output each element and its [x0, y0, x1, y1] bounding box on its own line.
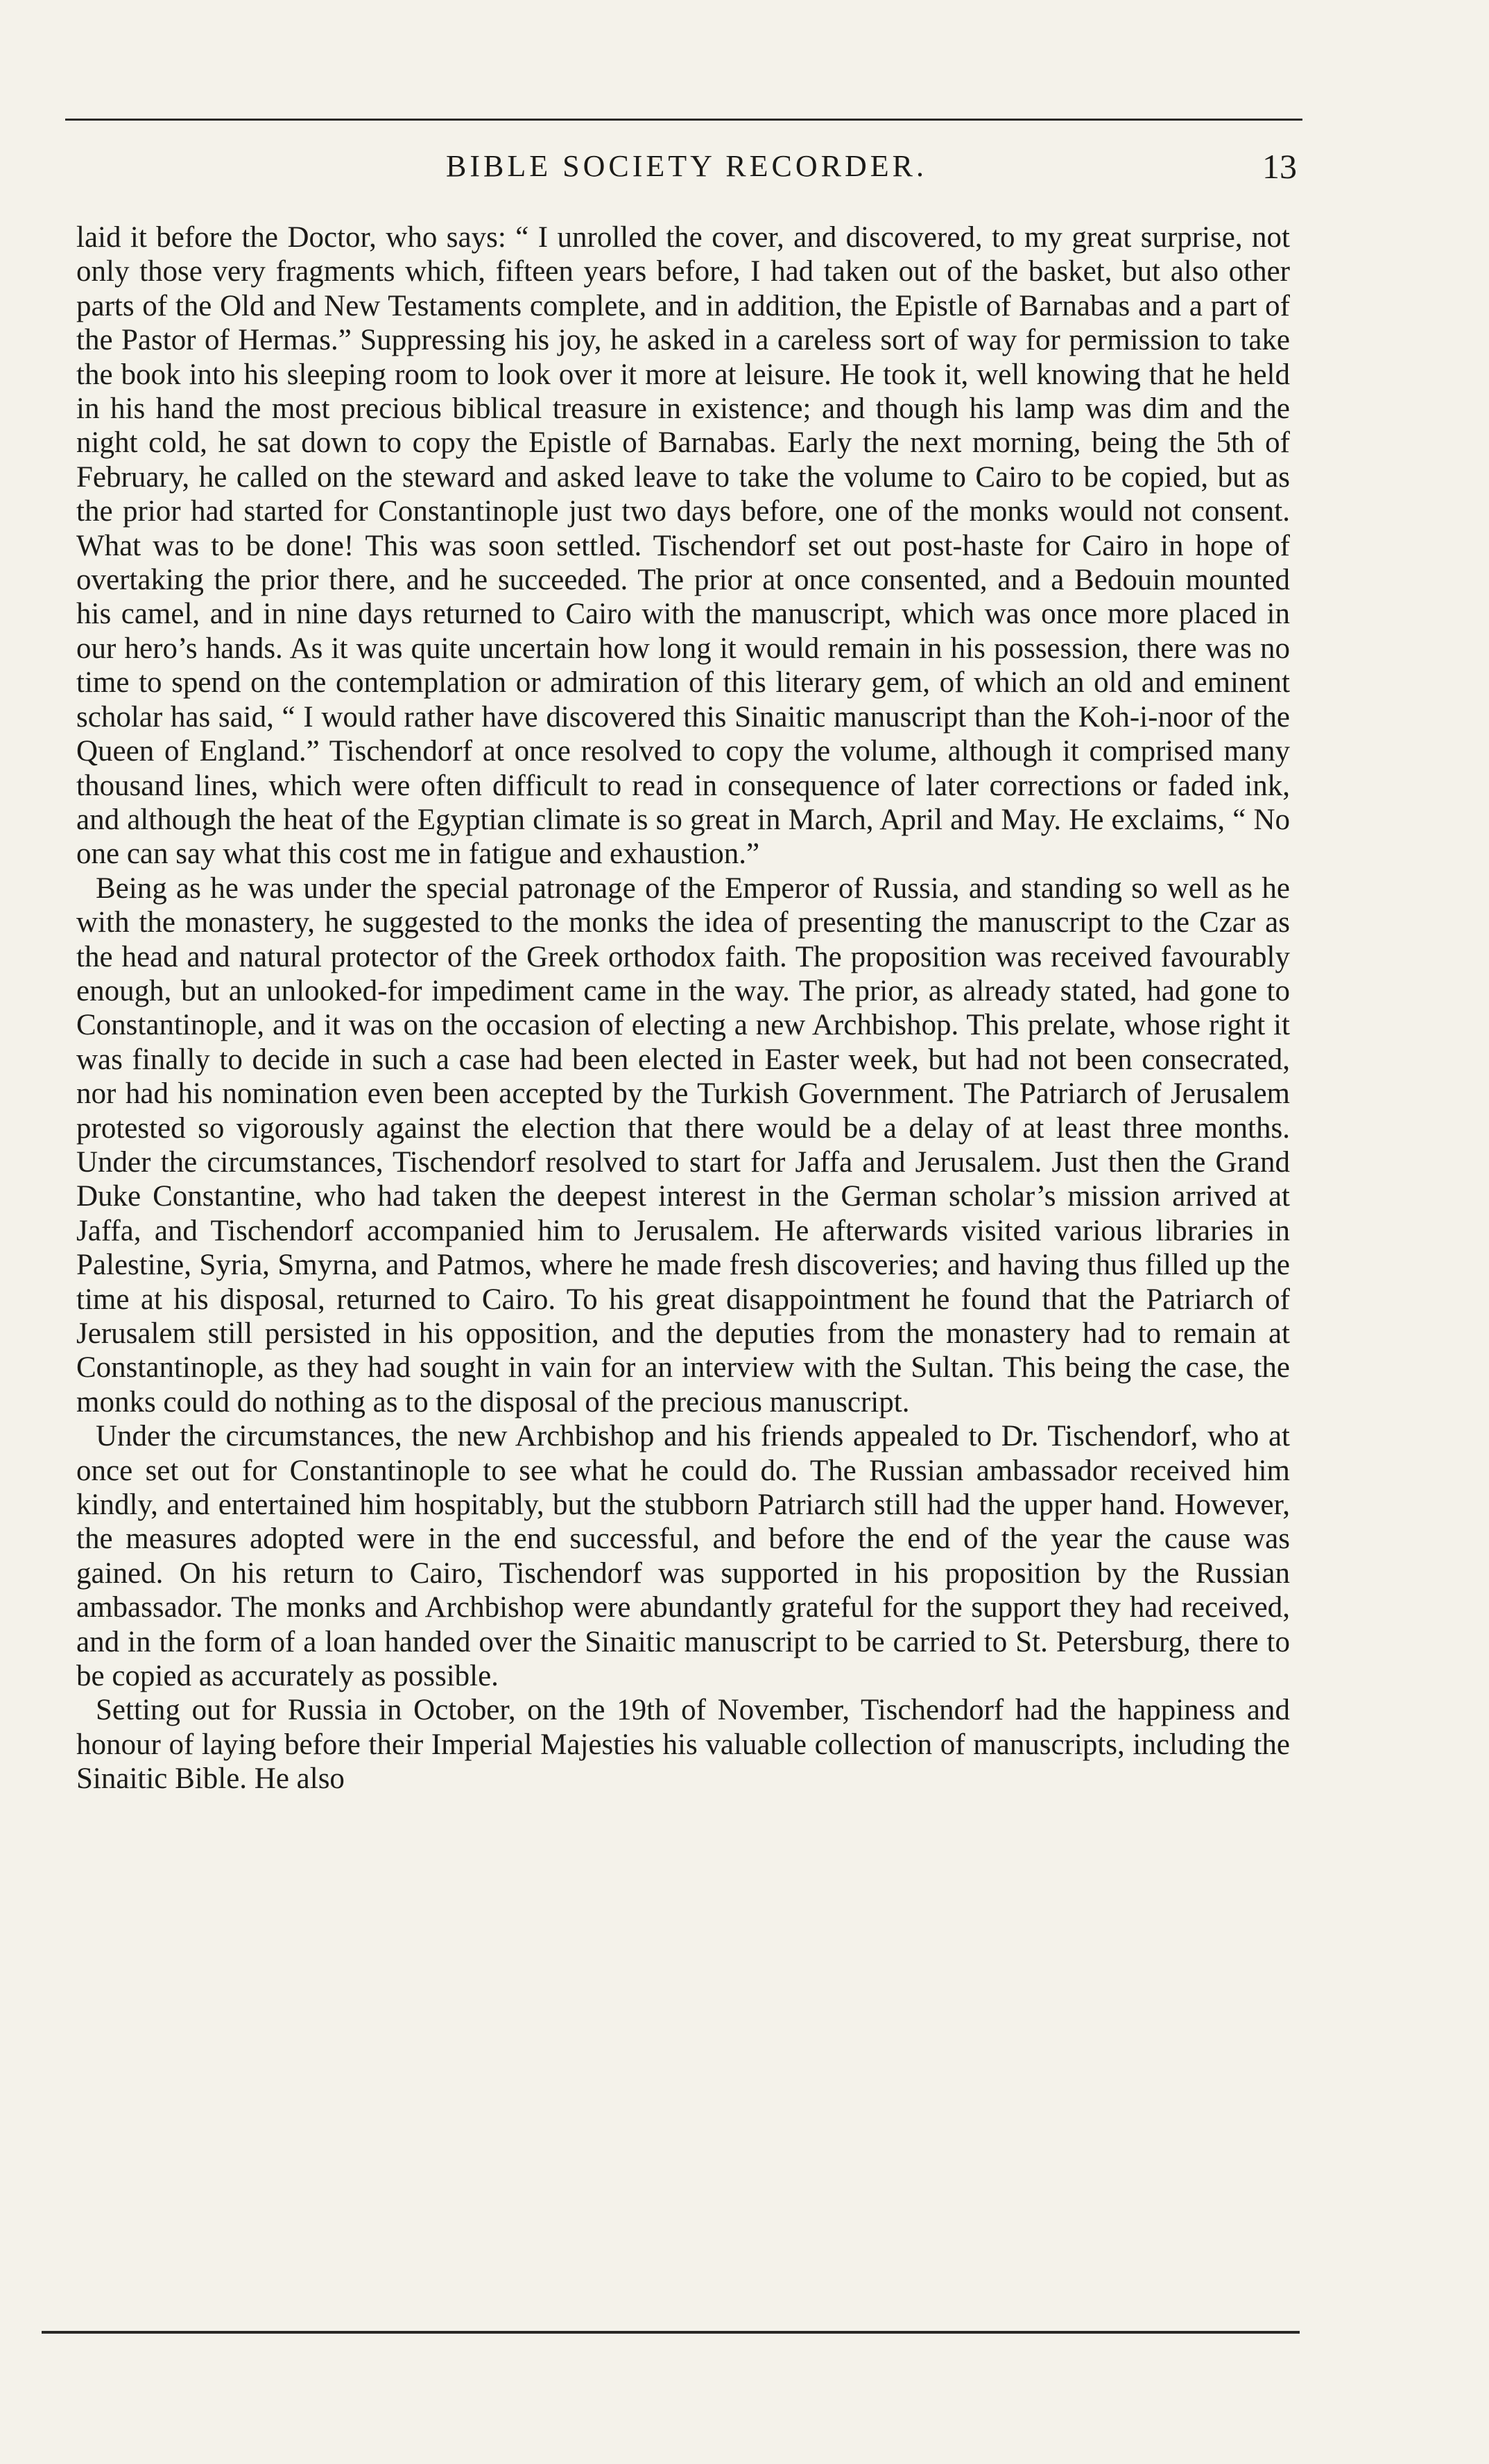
paragraph-2: Being as he was under the special patronage of the Emperor of Russia, and standing so well as he with the monastery, he suggested to the monks the idea of presenting the manuscript to the Czar as the head and natural protector of the Greek orthodox faith. The proposition was received favourably enough, but an unlooked-for impediment came in the way. The prior, as already stated, had gone to Constantinople, and it was on the occasion of electing a new Archbishop. This prelate, whose right it was finally to decide in such a case had been elected in Easter week, but had not been consecrated, nor had his nomination even been accepted by the Turkish Government. The Patriarch of Jerusalem protested so vigorously against the election that there would be a delay of at least three months. Under the circumstances, Tischendorf resolved to start for Jaffa and Jerusalem. Just then the Grand Duke Constantine, who had taken the deepest interest in the German scholar’s mission arrived at Jaffa, and Tischendorf accompanied him to Jerusalem. He afterwards visited various libraries in Palestine, Syria, Smyrna, and Patmos, where he made fresh discoveries; and having thus filled up the time at his disposal, returned to Cairo. To his great disappointment he found that the Patriarch of Jerusalem still persisted in his opposition, and the deputies from the monastery had to remain at Constantinople, as they had sought in vain for an interview with the Sultan. This being the case, the monks could do nothing as to the disposal of the precious manuscript. — [76, 871, 1290, 1418]
page-number: 13 — [1262, 147, 1297, 186]
bottom-rule — [42, 2331, 1300, 2334]
paragraph-1: laid it before the Doctor, who says: “ I unrolled the cover, and discovered, to my great surprise, not only those very fragments which, fifteen years before, I had taken out of the basket, but also other parts of the Old and New Testaments complete, and in addition, the Epistle of Barnabas and a part of the Pastor of Hermas.” Suppressing his joy, he asked in a careless sort of way for permission to take the book into his sleeping room to look over it more at leisure. He took it, well knowing that he held in his hand the most precious biblical treasure in existence; and though his lamp was dim and the night cold, he sat down to copy the Epistle of Barnabas. Early the next morning, being the 5th of February, he called on the steward and asked leave to take the volume to Cairo to be copied, but as the prior had started for Constantinople just two days before, one of the monks would not consent. What was to be done! This was soon settled. Tischendorf set out post-haste for Cairo in hope of overtaking the prior there, and he succeeded. The prior at once consented, and a Bedouin mounted his camel, and in nine days returned to Cairo with the manuscript, which was once more placed in our hero’s hands. As it was quite uncertain how long it would remain in his possession, there was no time to spend on the contemplation or admiration of this literary gem, of which an old and eminent scholar has said, “ I would rather have discovered this Sinaitic manuscript than the Koh-i-noor of the Queen of England.” Tischendorf at once resolved to copy the volume, although it comprised many thousand lines, which were often difficult to read in consequence of later corrections or faded ink, and although the heat of the Egyptian climate is so great in March, April and May. He exclaims, “ No one can say what this cost me in fatigue and exhaustion.” — [76, 221, 1290, 871]
body-text — [76, 220, 1290, 2314]
running-header — [76, 142, 1297, 191]
top-rule — [65, 119, 1302, 121]
running-title: BIBLE SOCIETY RECORDER. — [446, 149, 927, 183]
paragraph-4: Setting out for Russia in October, on the 19th of November, Tischendorf had the happiness and honour of laying before their Imperial Majesties his valuable collection of manuscripts, including the Sinaitic Bible. He also — [76, 1694, 1290, 1796]
paragraph-3: Under the circumstances, the new Archbishop and his friends appealed to Dr. Tischendorf, who at once set out for Constantinople to see what he could do. The Russian ambassador received him kindly, and entertained him hospitably, but the stubborn Patriarch still had the upper hand. However, the measures adopted were in the end successful, and before the end of the year the cause was gained. On his return to Cairo, Tischendorf was supported in his proposition by the Russian ambassador. The monks and Archbishop were abundantly grateful for the support they had received, and in the form of a loan handed over the Sinaitic manuscript to be carried to St. Petersburg, there to be copied as accurately as possible. — [76, 1420, 1290, 1693]
